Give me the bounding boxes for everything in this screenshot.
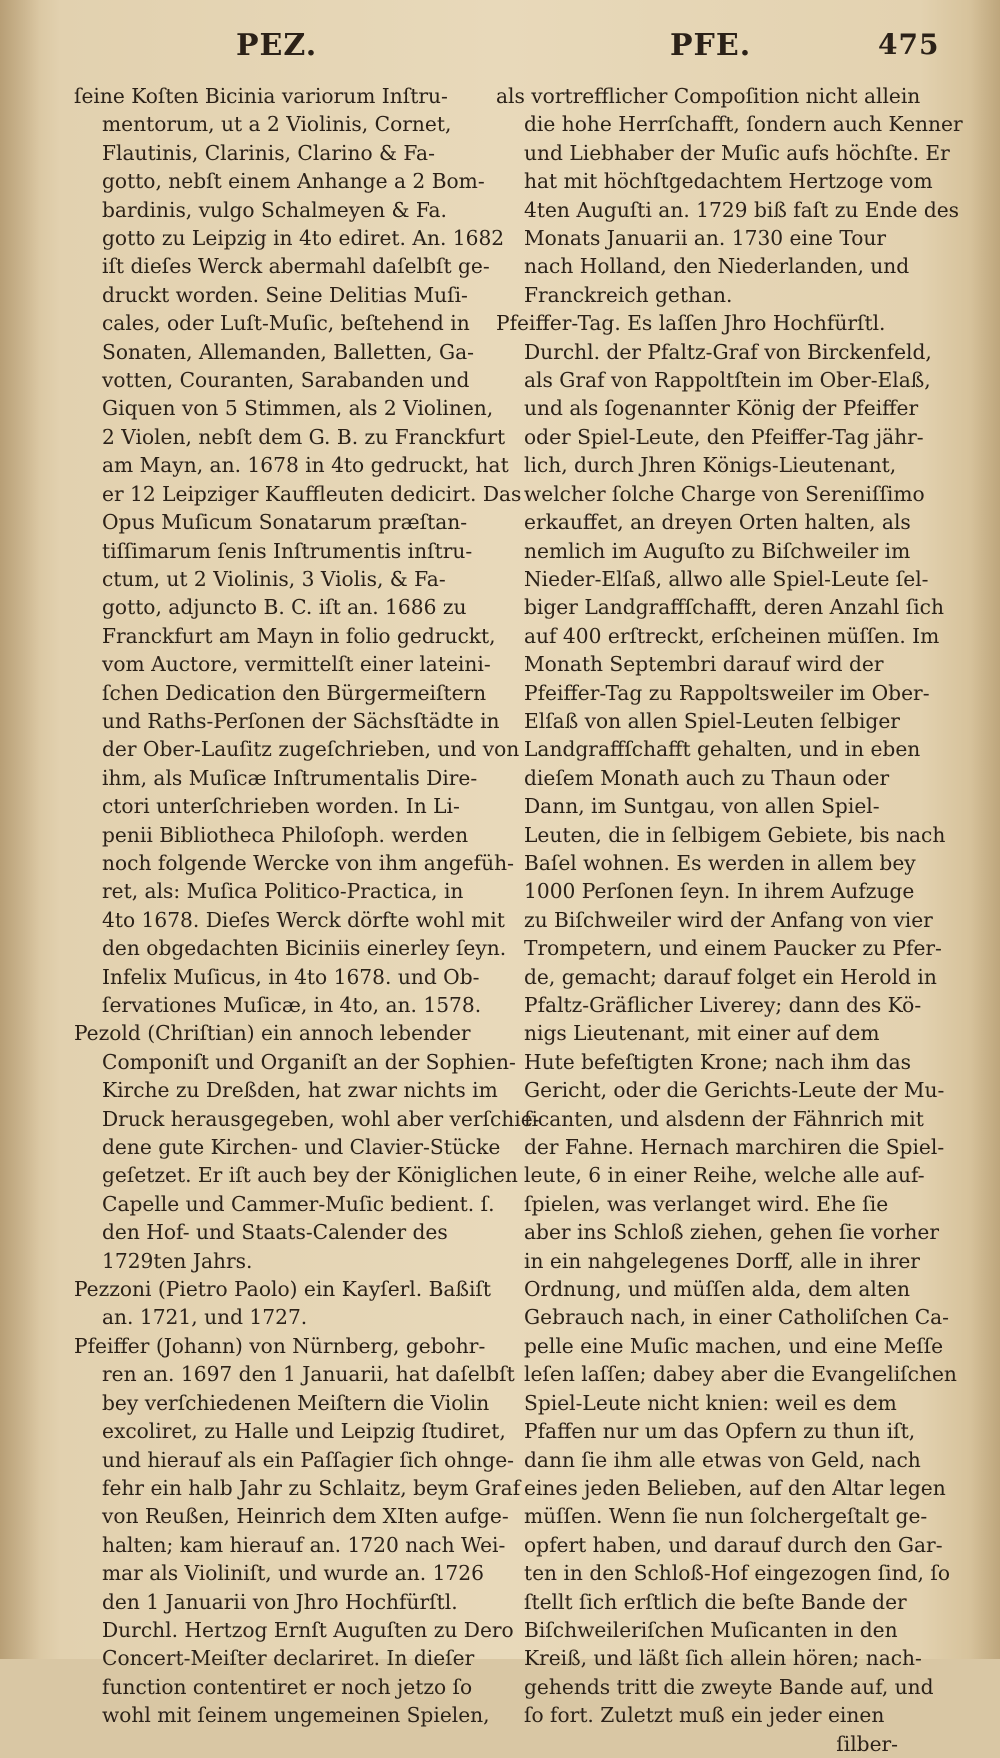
text-line: gotto, nebſt einem Anhange a 2 Bom- [102,169,485,194]
page-number: 475 [878,28,940,61]
text-line: Druck herausgegeben, wohl aber verſchie- [102,1106,540,1131]
text-line: Pezzoni (Pietro Paolo) ein Kayſerl. Baßiſt [74,1277,491,1302]
page-edge-shadow-left [0,0,40,1659]
text-line: cales, oder Luſt-Muſic, beſtehend in [102,311,470,336]
text-line: erkauffet, an dreyen Orten halten, als [524,510,911,535]
text-line: de, gemacht; darauf folget ein Herold in [524,964,937,989]
text-line: druckt worden. Seine Delitias Muſi- [102,282,468,307]
text-line: ſo fort. Zuletzt muß ein jeder einen [524,1703,885,1728]
text-line: ctori unterſchrieben worden. In Li- [102,794,460,819]
text-line: fehr ein halb Jahr zu Schlaitz, beym Graf [102,1475,521,1500]
text-line: eines jeden Belieben, auf den Altar legen [524,1475,946,1500]
text-line: ren an. 1697 den 1 Januarii, hat daſelbſt [102,1362,515,1387]
text-line: dieſem Monath auch zu Thaun oder [524,765,890,790]
text-line: Sonaten, Allemanden, Balletten, Ga- [102,339,474,364]
text-line: biger Landgraffſchafft, deren Anzahl ſich [524,595,944,620]
text-line: der Fahne. Hernach marchiren die Spiel- [524,1135,945,1160]
text-line: aber ins Schloß ziehen, gehen ſie vorher [524,1220,940,1245]
text-line: dann ſie ihm alle etwas von Geld, nach [524,1447,921,1472]
text-line: Infelix Muſicus, in 4to 1678. und Ob- [102,964,480,989]
text-line: function contentiret er noch jetzo ſo [102,1674,473,1699]
text-line: bardinis, vulgo Schalmeyen & Fa. [102,197,447,222]
text-line: und als ſogenannter König der Pfeiffer [524,396,919,421]
text-line: leſen laſſen; dabey aber die Evangeliſchen [524,1362,957,1387]
text-line: nemlich im Auguſto zu Biſchweiler im [524,538,911,563]
text-line: gotto, adjuncto B. C. iſt an. 1686 zu [102,595,467,620]
text-line: von Reußen, Heinrich dem XIten aufge- [102,1504,509,1529]
text-line: Elſaß von allen Spiel-Leuten ſelbiger [524,708,900,733]
text-line: ſpielen, was verlanget wird. Ehe ſie [524,1191,889,1216]
running-header [0,28,1000,78]
text-line: tiſſimarum ſenis Inſtrumentis inſtru- [102,538,473,563]
header-left-title: PEZ. [236,28,318,63]
text-line: Pfaltz-Gräflicher Liverey; dann des Kö- [524,993,922,1017]
text-line: ſtellt ſich erſtlich die beſte Bande der [524,1589,907,1614]
text-line: Flautinis, Clarinis, Clarino & Fa- [102,140,435,165]
text-line: oder Spiel-Leute, den Pfeiffer-Tag jähr- [524,424,924,449]
text-line: den obgedachten Biciniis einerley ſeyn. [102,936,507,961]
text-line: Spiel-Leute nicht knien: weil es dem [524,1390,897,1415]
text-line: Opus Muſicum Sonatarum præſtan- [102,510,468,535]
text-line: ſervationes Muſicæ, in 4to, an. 1578. [102,993,482,1017]
text-line: Franckreich gethan. [524,282,733,307]
text-line: Trompetern, und einem Paucker zu Pfer- [524,936,942,961]
text-line: Pfaffen nur um das Opfern zu thun iſt, [524,1419,916,1444]
text-line: als vortrefflicher Compoſition nicht allein [496,84,921,108]
text-line: gotto zu Leipzig in 4to ediret. An. 1682 [102,226,505,251]
text-line: Nieder-Elſaß, allwo alle Spiel-Leute ſel- [524,566,929,591]
text-line: Gericht, oder die Gerichts-Leute der Mu- [524,1078,945,1103]
text-line: ctum, ut 2 Violinis, 3 Violis, & Fa- [102,566,446,591]
right-text-column [496,82,963,1758]
text-line: mar als Violiniſt, und wurde an. 1726 [102,1561,484,1586]
text-line: Durchl. Hertzog Ernſt Auguſten zu Dero [102,1617,514,1642]
text-line: Capelle und Cammer-Muſic bedient. ſ. [102,1191,495,1216]
text-line: welcher ſolche Charge von Sereniſſimo [524,481,925,506]
text-line: Landgraffſchafft gehalten, und in eben [524,737,921,762]
text-line: excoliret, zu Halle und Leipzig ſtudiret, [102,1419,506,1444]
text-line: mentorum, ut a 2 Violinis, Cornet, [102,112,452,137]
text-line: den 1 Januarii von Jhro Hochfürſtl. [102,1589,458,1614]
text-line: Franckfurt am Mayn in folio gedruckt, [102,623,496,648]
text-line: an. 1721, und 1727. [102,1305,308,1330]
text-line: leute, 6 in einer Reihe, welche alle auf- [524,1163,925,1188]
text-line: bey verſchiedenen Meiſtern die Violin [102,1390,490,1415]
text-line: der Ober-Lauſitz zugeſchrieben, und von [102,737,520,762]
text-line: und Liebhaber der Muſic aufs höchſte. Er [524,140,950,165]
text-line: Monath Septembri darauf wird der [524,652,884,677]
text-line: er 12 Leipziger Kauffleuten dedicirt. Das [102,481,522,506]
text-line: Leuten, die in ſelbigem Gebiete, bis nach [524,822,946,847]
text-line: vom Auctore, vermittelſt einer lateini- [102,652,491,677]
text-line: auf 400 erſtreckt, erſcheinen müſſen. Im [524,623,940,648]
text-line: Dann, im Suntgau, von allen Spiel- [524,794,880,819]
text-line: Monats Januarii an. 1730 eine Tour [524,226,887,251]
text-line: penii Bibliotheca Philoſoph. werden [102,822,469,847]
text-line: dene gute Kirchen- und Clavier-Stücke [102,1135,501,1160]
text-line: Pezold (Chriſtian) ein annoch lebender [74,1021,471,1046]
text-line: zu Biſchweiler wird der Anfang von vier [524,907,933,932]
text-line: ſicanten, und alsdenn der Fähnrich mit [524,1106,924,1131]
text-line: Ordnung, und müſſen alda, dem alten [524,1277,910,1302]
text-line: ten in den Schloß-Hof eingezogen ſind, ſo [524,1561,951,1586]
text-line: votten, Couranten, Sarabanden und [102,368,470,393]
text-line: und Raths-Perſonen der Sächsſtädte in [102,708,500,733]
text-line: lich, durch Jhren Königs-Lieutenant, [524,453,897,478]
text-line: und hierauf als ein Paſſagier ſich ohnge- [102,1447,514,1472]
text-line: 4ten Auguſti an. 1729 biß faſt zu Ende des [524,197,960,222]
text-line: nigs Lieutenant, mit einer auf dem [524,1021,880,1046]
text-line: 2 Violen, nebſt dem G. B. zu Franckfurt [102,424,506,449]
text-line: noch folgende Wercke von ihm angefüh- [102,850,514,875]
text-line: den Hof- und Staats-Calender des [102,1220,448,1245]
text-line: ſeine Koſten Bicinia variorum Inſtru- [74,84,448,108]
text-line: Pfeiffer-Tag. Es laſſen Jhro Hochfürſtl. [496,311,886,336]
page-edge-shadow-right [970,0,1000,1659]
text-line: Pfeiffer (Johann) von Nürnberg, gebohr- [74,1333,486,1358]
text-line: müſſen. Wenn ſie nun ſolchergeſtalt ge- [524,1504,928,1529]
text-line: Gebrauch nach, in einer Catholiſchen Ca- [524,1305,949,1330]
text-line: in ein nahgelegenes Dorff, alle in ihrer [524,1248,920,1273]
text-line: 1729ten Jahrs. [102,1248,253,1273]
text-line: Pfeiffer-Tag zu Rappoltsweiler im Ober- [524,680,930,705]
text-line: gehends tritt die zweyte Bande auf, und [524,1674,934,1699]
text-line: Concert-Meiſter declariret. In dieſer [102,1646,475,1671]
text-line: Hute befeſtigten Krone; nach ihm das [524,1049,911,1074]
left-text-column [74,82,540,1730]
text-line: ret, als: Muſica Politico-Practica, in [102,879,464,904]
header-right-title: PFE. [670,28,752,63]
text-line: hat mit höchſtgedachtem Hertzoge vom [524,169,933,194]
text-line: die hohe Herrſchafft, ſondern auch Kenner [524,112,963,137]
text-line: iſt dieſes Werck abermahl daſelbſt ge- [102,254,490,279]
text-line: Componiſt und Organiſt an der Sophien- [102,1049,516,1074]
text-line: Kreiß, und läßt ſich allein hören; nach- [524,1646,922,1671]
text-line: Kirche zu Dreßden, hat zwar nichts im [102,1078,498,1103]
text-line: am Mayn, an. 1678 in 4to gedruckt, hat [102,453,509,478]
text-line: ihm, als Muſicæ Inſtrumentalis Dire- [102,765,478,790]
text-line: halten; kam hierauf an. 1720 nach Wei- [102,1532,506,1557]
text-line: Durchl. der Pfaltz-Graf von Birckenfeld, [524,339,932,364]
text-line: geſetzet. Er iſt auch bey der Königlichen [102,1163,518,1188]
text-line: 4to 1678. Dieſes Werck dörfte wohl mit [102,907,505,932]
text-line: Giquen von 5 Stimmen, als 2 Violinen, [102,396,494,421]
text-line: Baſel wohnen. Es werden in allem bey [524,850,916,875]
text-line: ſchen Dedication den Bürgermeiſtern [102,680,487,705]
text-line: opfert haben, und darauf durch den Gar- [524,1532,943,1557]
text-line: Biſchweileriſchen Muſicanten in den [524,1617,898,1642]
catchword: ſilber- [836,1731,898,1756]
text-line: nach Holland, den Niederlanden, und [524,254,910,279]
text-line: 1000 Perſonen ſeyn. In ihrem Aufzuge [524,879,915,904]
text-line: pelle eine Muſic machen, und eine Meſſe [524,1333,944,1358]
text-line: als Graf von Rappoltſtein im Ober-Elaß, [524,368,931,393]
text-line: wohl mit ſeinem ungemeinen Spielen, [102,1703,490,1728]
